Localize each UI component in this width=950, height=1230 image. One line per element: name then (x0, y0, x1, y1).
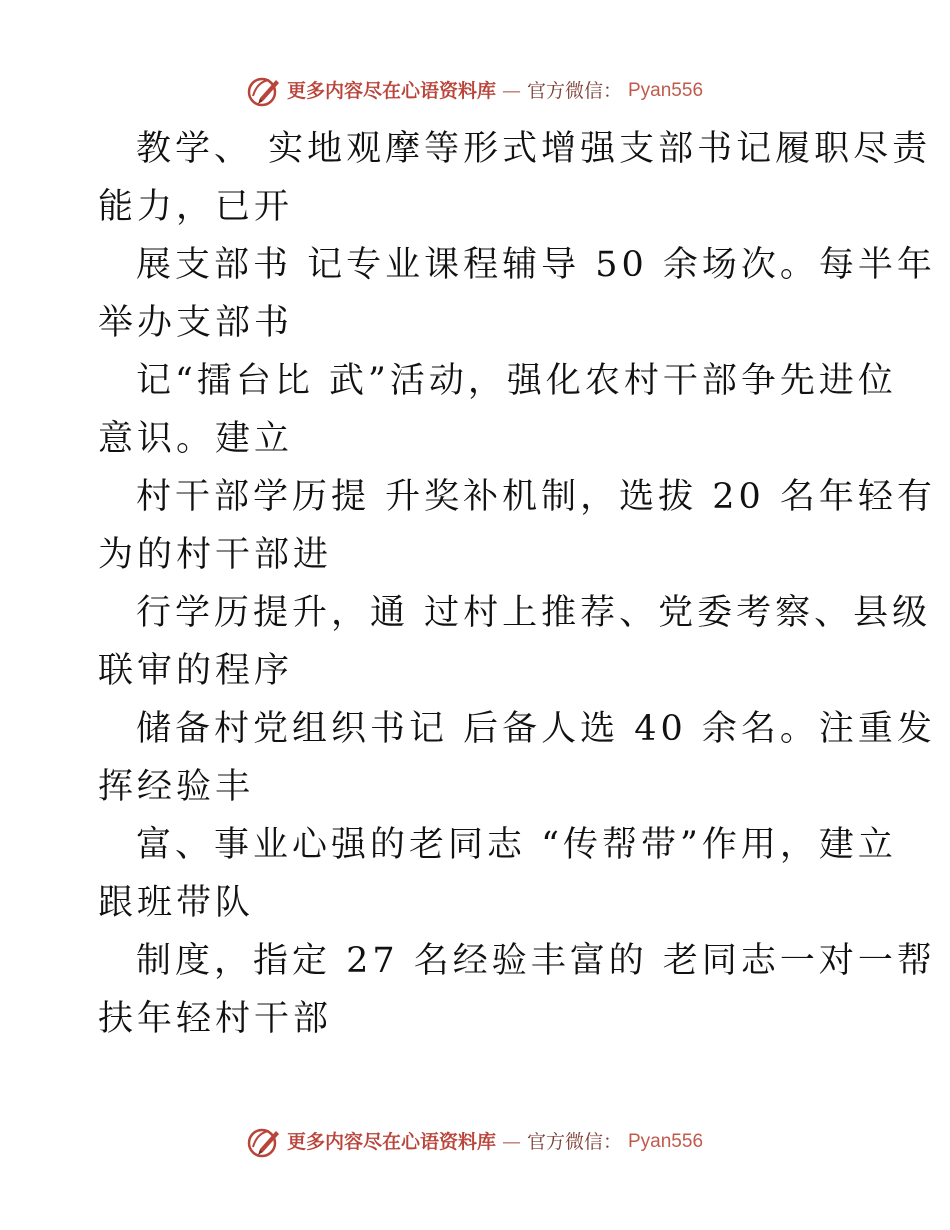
paragraph-line: 联审的程序 (98, 651, 294, 691)
paragraph-line: 为的村干部进 (98, 535, 333, 575)
document-body (98, 120, 936, 1048)
paragraph-line: 意识。建立 (98, 419, 294, 459)
paragraph-line: 制度，指定 27 名经验丰富的 老同志一对一帮 (136, 941, 936, 981)
paragraph-line: 跟班带队 (98, 883, 255, 923)
watermark-dash: — (501, 1131, 521, 1153)
paragraph (98, 932, 936, 1048)
watermark-wechat-id: Pyan556 (628, 80, 704, 101)
paragraph-line: 行学历提升，通 过村上推荐、党委考察、县级 (136, 593, 932, 633)
watermark-official-label: 官方微信： (526, 80, 622, 102)
paragraph (98, 816, 897, 932)
watermark-site-text: 更多内容尽在心语资料库 (286, 80, 496, 102)
watermark-site-text: 更多内容尽在心语资料库 (286, 1131, 496, 1153)
footer-watermark (0, 1125, 950, 1159)
paragraph-line: 能力，已开 (98, 187, 294, 227)
paragraph-line: 储备村党组织书记 后备人选 40 余名。注重发 (136, 709, 936, 749)
paragraph-line: 教学、 实地观摩等形式增强支部书记履职尽责 (136, 129, 932, 169)
paragraph-line: 举办支部书 (98, 303, 294, 343)
pen-logo-icon (247, 1125, 281, 1159)
pen-logo-icon (247, 74, 281, 108)
paragraph (98, 120, 932, 236)
paragraph (98, 584, 932, 700)
paragraph (98, 700, 936, 816)
paragraph (98, 352, 897, 468)
paragraph-line: 记“擂台比 武”活动，强化农村干部争先进位 (136, 361, 897, 401)
header-watermark (0, 74, 950, 108)
paragraph-line: 扶年轻村干部 (98, 999, 333, 1039)
watermark-official-label: 官方微信： (526, 1131, 622, 1153)
watermark-dash: — (501, 80, 521, 102)
paragraph-line: 富、事业心强的老同志 “传帮带”作用，建立 (136, 825, 897, 865)
paragraph (98, 468, 936, 584)
paragraph-line: 村干部学历提 升奖补机制，选拔 20 名年轻有 (136, 477, 936, 517)
paragraph-line: 展支部书 记专业课程辅导 50 余场次。每半年 (136, 245, 936, 285)
watermark-wechat-id: Pyan556 (628, 1131, 704, 1152)
paragraph (98, 236, 936, 352)
paragraph-line: 挥经验丰 (98, 767, 255, 807)
